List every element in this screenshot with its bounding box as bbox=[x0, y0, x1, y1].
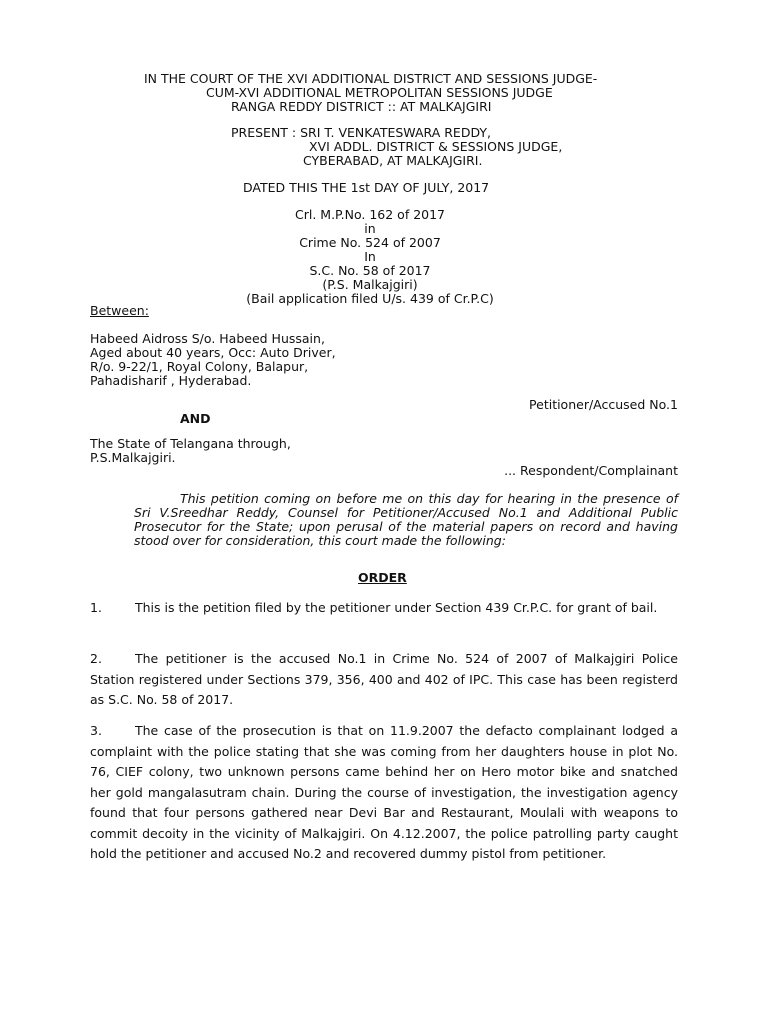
case-number-line: In bbox=[364, 249, 376, 264]
petitioner-block bbox=[90, 332, 336, 388]
petitioner-line: R/o. 9-22/1, Royal Colony, Balapur, bbox=[90, 359, 309, 374]
court-heading-line: IN THE COURT OF THE XVI ADDITIONAL DISTRICT AND SESSIONS JUDGE- bbox=[144, 71, 598, 86]
paragraph-text: The petitioner is the accused No.1 in Crime No. 524 of 2007 of Malkajgiri Police Station registered under Sections 379, 356, 400 and 402 of IPC. This case has been registerd as S.C. No. 58 of 2017. bbox=[90, 651, 678, 707]
case-number-line: Crime No. 524 of 2007 bbox=[299, 235, 441, 250]
court-heading bbox=[0, 72, 768, 114]
and-label: AND bbox=[180, 411, 211, 426]
paragraph-text: The case of the prosecution is that on 11.9.2007 the defacto complainant lodged a complaint with the police stating that she was coming from her daughters house in plot No. 76, CIEF colony, two unknown persons came behind her on Hero motor bike and snatched her gold mangalasutram chain. During the course of investigation, the investigation agency found that four persons gathered near Devi Bar and Restaurant, Moulali with weapons to commit decoity in the vicinity of Malkajgiri. On 4.12.2007, the police patrolling party caught hold the petitioner and accused No.2 and recovered dummy pistol from petitioner. bbox=[90, 723, 678, 861]
dated-line: DATED THIS THE 1st DAY OF JULY, 2017 bbox=[243, 180, 490, 195]
present-line: CYBERABAD, AT MALKAJGIRI. bbox=[303, 153, 483, 168]
paragraph-text: This is the petition filed by the petitioner under Section 439 Cr.P.C. for grant of bail. bbox=[135, 600, 658, 615]
between-label: Between: bbox=[90, 303, 149, 318]
order-paragraph bbox=[90, 649, 678, 711]
respondent-line: P.S.Malkajgiri. bbox=[90, 450, 176, 465]
present-block bbox=[0, 126, 768, 168]
paragraph-number: 3. bbox=[90, 723, 102, 738]
petitioner-line: Pahadisharif , Hyderabad. bbox=[90, 373, 252, 388]
petitioner-line: Habeed Aidross S/o. Habeed Hussain, bbox=[90, 331, 325, 346]
order-paragraph bbox=[90, 721, 678, 865]
respondent-role: ... Respondent/Complainant bbox=[504, 463, 678, 478]
present-line: PRESENT : SRI T. VENKATESWARA REDDY, bbox=[231, 125, 491, 140]
case-number-line: (Bail application filed U/s. 439 of Cr.P.C) bbox=[246, 291, 494, 306]
present-line: XVI ADDL. DISTRICT & SESSIONS JUDGE, bbox=[309, 139, 563, 154]
order-title: ORDER bbox=[358, 570, 407, 585]
preamble-paragraph: This petition coming on before me on this day for hearing in the presence of Sri V.Sreedhar Reddy, Counsel for Petitioner/Accused No.1 and Additional Public Prosecutor for the State; upon perusal of the material papers on record and having stood over for consideration, this court made the following: bbox=[134, 491, 678, 548]
petitioner-role: Petitioner/Accused No.1 bbox=[529, 397, 678, 412]
respondent-line: The State of Telangana through, bbox=[90, 436, 291, 451]
case-number-line: Crl. M.P.No. 162 of 2017 bbox=[295, 207, 445, 222]
case-number-line: (P.S. Malkajgiri) bbox=[322, 277, 418, 292]
case-number-line: S.C. No. 58 of 2017 bbox=[309, 263, 431, 278]
paragraph-number: 1. bbox=[90, 600, 102, 615]
court-heading-line: RANGA REDDY DISTRICT :: AT MALKAJGIRI bbox=[231, 99, 492, 114]
paragraph-number: 2. bbox=[90, 651, 102, 666]
case-number-line: in bbox=[364, 221, 376, 236]
petitioner-line: Aged about 40 years, Occ: Auto Driver, bbox=[90, 345, 336, 360]
respondent-block bbox=[90, 437, 291, 465]
court-heading-line: CUM-XVI ADDITIONAL METROPOLITAN SESSIONS JUDGE bbox=[206, 85, 553, 100]
order-paragraph bbox=[90, 598, 678, 619]
case-number-block bbox=[170, 208, 570, 306]
